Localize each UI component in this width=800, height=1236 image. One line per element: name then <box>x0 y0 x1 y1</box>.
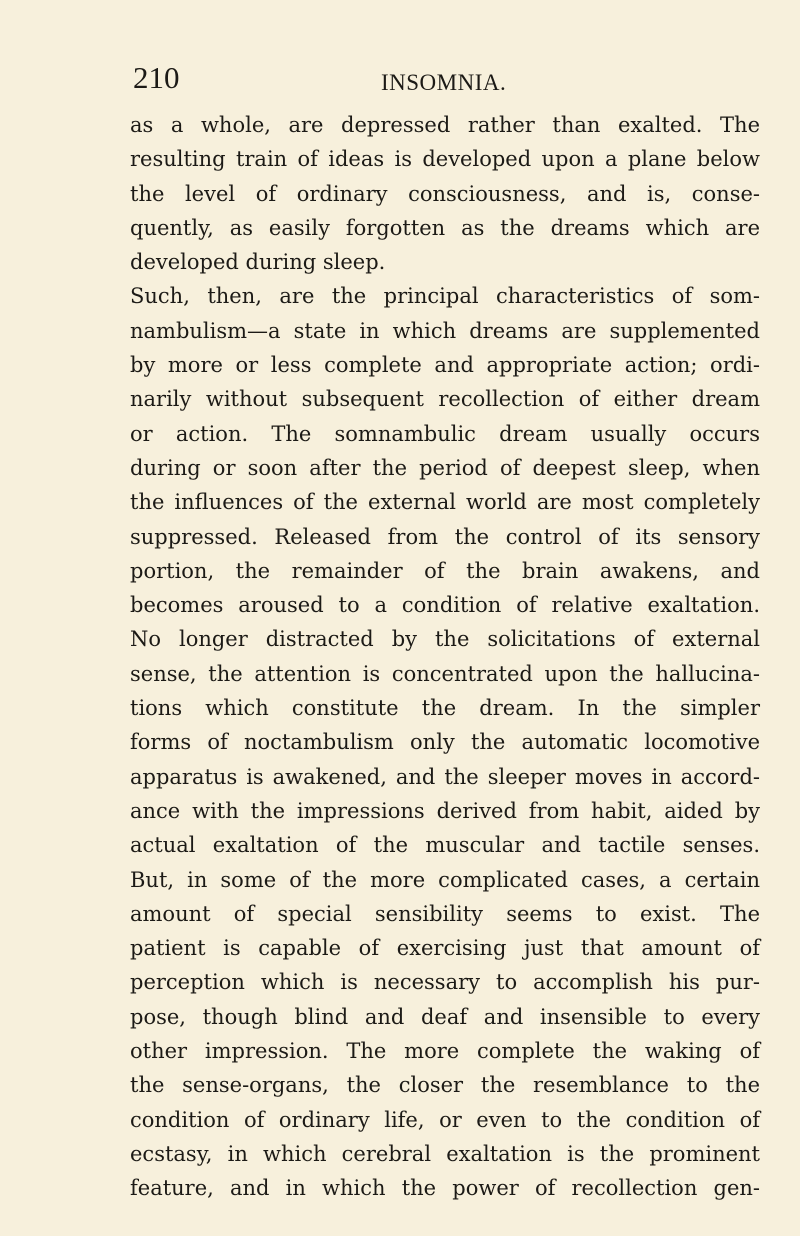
text-line: sense, the attention is concentrated upon the hallucina- <box>130 661 760 686</box>
text-line: tions which constitute the dream. In the simpler <box>130 696 760 721</box>
text-line: quently, as easily forgotten as the dreams which are <box>130 215 760 240</box>
text-line: But, in some of the more complicated cases, a certain <box>130 867 760 892</box>
text-line: becomes aroused to a condition of relative exaltation. <box>130 593 760 618</box>
text-line: during or soon after the period of deepest sleep, when <box>130 455 760 480</box>
text-line: actual exaltation of the muscular and tactile senses. <box>130 833 760 858</box>
text-line: perception which is necessary to accomplish his pur- <box>130 970 760 995</box>
text-line: or action. The somnambulic dream usually occurs <box>130 421 760 446</box>
text-line: the influences of the external world are most completely <box>130 490 760 515</box>
text-line: resulting train of ideas is developed upon a plane below <box>130 147 760 172</box>
text-line: the level of ordinary consciousness, and is, conse- <box>130 181 760 206</box>
body-text <box>130 108 760 1206</box>
page-header <box>133 60 703 104</box>
text-line: ance with the impressions derived from habit, aided by <box>130 798 760 823</box>
text-line: feature, and in which the power of recollection gen- <box>130 1176 760 1201</box>
running-title: INSOMNIA. <box>381 70 507 95</box>
text-line: other impression. The more complete the waking of <box>130 1039 760 1064</box>
text-line: narily without subsequent recollection of either dream <box>130 387 760 412</box>
text-line: the sense-organs, the closer the resemblance to the <box>130 1073 760 1098</box>
text-line: as a whole, are depressed rather than exalted. The <box>130 113 760 137</box>
text-line: nambulism—a state in which dreams are supplemented <box>130 318 760 343</box>
text-line: apparatus is awakened, and the sleeper moves in accord- <box>130 764 760 789</box>
text-line: patient is capable of exercising just that amount of <box>130 936 760 961</box>
page-number: 210 <box>133 60 180 95</box>
text-line: forms of noctambulism only the automatic locomotive <box>130 730 760 755</box>
text-line: portion, the remainder of the brain awakens, and <box>130 558 760 583</box>
text-line: amount of special sensibility seems to exist. The <box>130 901 760 926</box>
text-line: ecstasy, in which cerebral exaltation is the prominent <box>130 1141 760 1166</box>
text-line: Such, then, are the principal characteristics of som- <box>130 284 760 309</box>
text-line: condition of ordinary life, or even to the condition of <box>130 1107 760 1132</box>
text-line: No longer distracted by the solicitations of external <box>130 627 760 652</box>
text-line: suppressed. Released from the control of its sensory <box>130 524 760 549</box>
text-line: pose, though blind and deaf and insensible to every <box>130 1004 760 1029</box>
text-line: by more or less complete and appropriate action; ordi- <box>130 353 760 378</box>
text-line: developed during sleep. <box>130 250 386 275</box>
